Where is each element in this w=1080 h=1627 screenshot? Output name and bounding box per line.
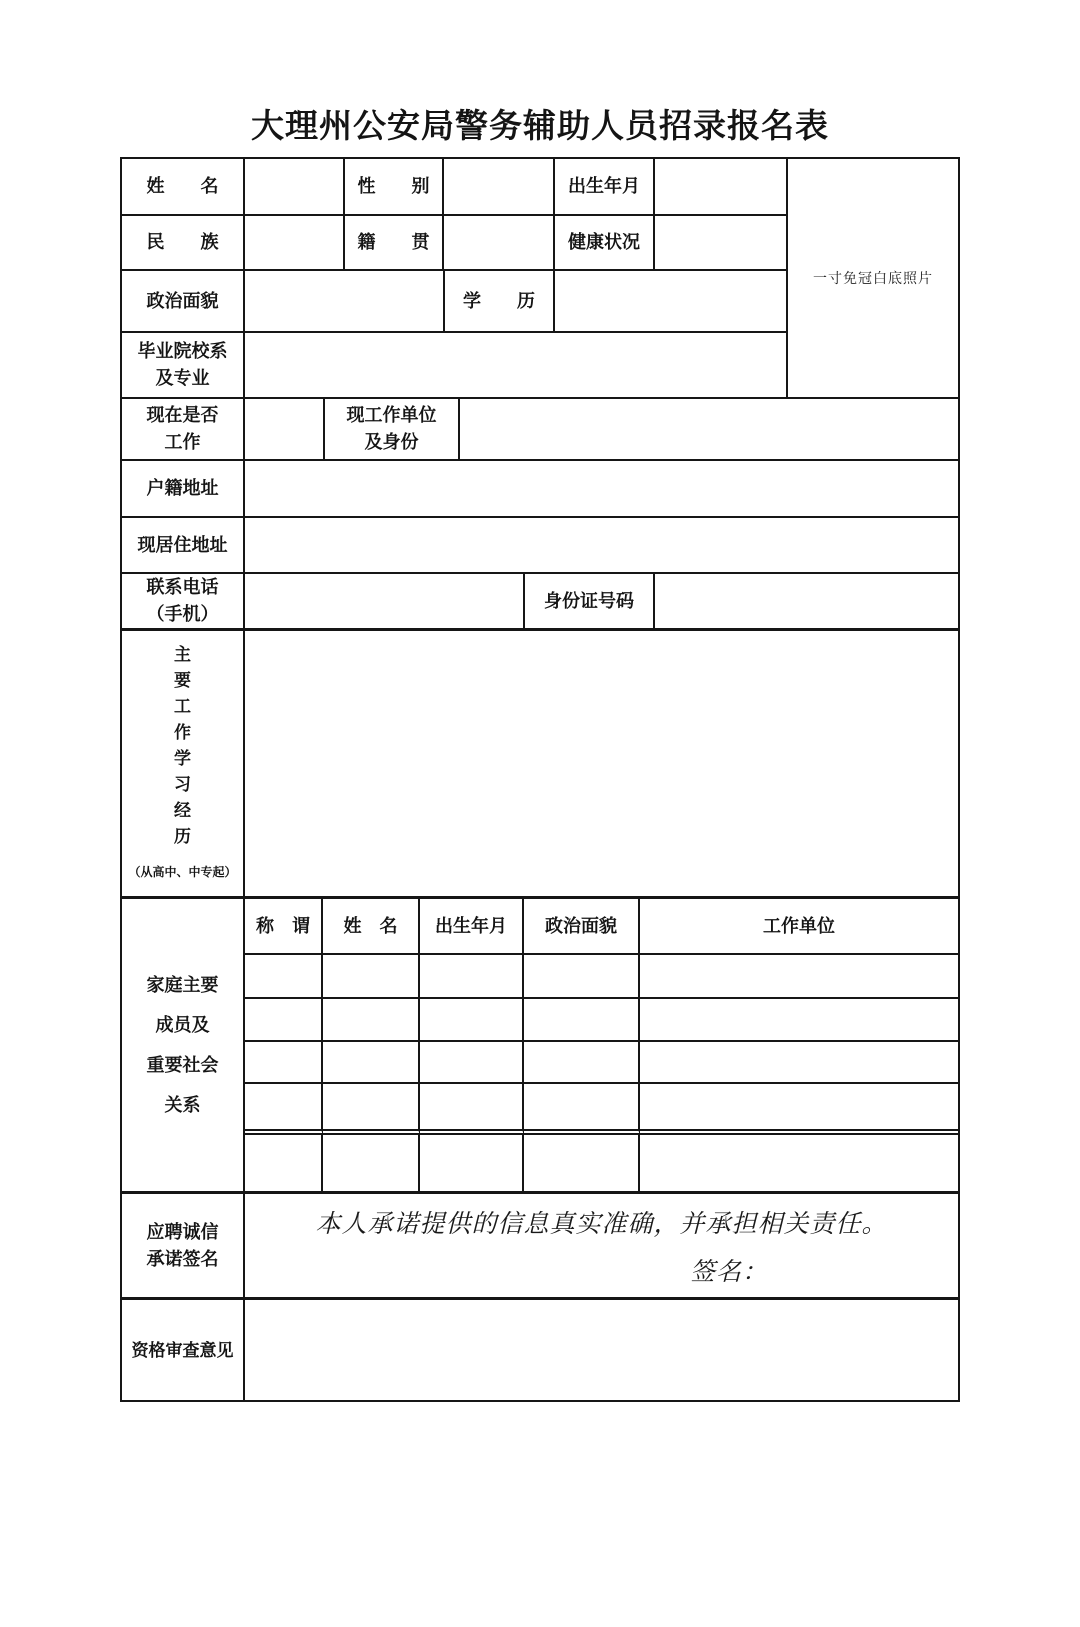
family-subtable: [245, 899, 958, 1194]
label-work-unit-line1: 现工作单位: [346, 405, 437, 425]
label-phone: [122, 574, 245, 631]
label-family-line1: 家庭主要: [146, 975, 219, 995]
row-experience: [122, 631, 958, 899]
label-commitment-line1: 应聘诚信: [146, 1221, 219, 1242]
family-row: [245, 999, 958, 1042]
family-header-political: 政治面貌: [524, 899, 640, 955]
experience-char: 习: [174, 774, 191, 794]
family-cell-political[interactable]: [524, 1135, 640, 1194]
signature-label: 签名：: [690, 1258, 769, 1286]
experience-char: 学: [174, 748, 191, 768]
label-gender: 性 别: [345, 159, 444, 216]
family-cell-birth[interactable]: [420, 999, 524, 1042]
label-review: 资格审查意见: [122, 1300, 245, 1400]
row-residence: [122, 518, 958, 574]
experience-char: 主: [174, 644, 191, 664]
label-school: [122, 333, 245, 399]
label-native-place: 籍 贯: [345, 216, 444, 271]
row-phone-id: [122, 574, 958, 631]
label-school-line1: 毕业院校系: [137, 341, 228, 361]
experience-char: 要: [174, 670, 191, 690]
label-work-unit-line2: 及身份: [364, 432, 419, 452]
family-cell-name[interactable]: [323, 955, 420, 999]
family-cell-birth[interactable]: [420, 1042, 524, 1084]
label-is-working-line1: 现在是否: [146, 405, 219, 425]
family-header-row: [245, 899, 958, 955]
label-current-address: 现居住地址: [122, 518, 245, 574]
label-family: [122, 899, 245, 1194]
label-commitment-line2: 承诺签名: [146, 1248, 219, 1269]
label-birth-date: 出生年月: [555, 159, 655, 216]
input-native-place[interactable]: [444, 216, 555, 271]
row-commitment: [122, 1194, 958, 1300]
input-review[interactable]: [245, 1300, 958, 1400]
family-cell-political[interactable]: [524, 999, 640, 1042]
input-education[interactable]: [555, 271, 788, 333]
label-phone-line2: （手机）: [146, 604, 219, 624]
label-name: 姓 名: [122, 159, 245, 216]
commitment-cell[interactable]: [245, 1194, 958, 1300]
family-header-birth: 出生年月: [420, 899, 524, 955]
family-row: [245, 1042, 958, 1084]
label-experience: [122, 631, 245, 899]
family-cell-birth[interactable]: [420, 955, 524, 999]
label-family-line4: 关系: [164, 1095, 201, 1115]
input-school[interactable]: [245, 333, 788, 399]
input-gender[interactable]: [444, 159, 555, 216]
family-header-relation: 称 谓: [245, 899, 323, 955]
photo-cell[interactable]: [788, 159, 958, 399]
experience-char: 工: [174, 696, 191, 716]
label-education: 学 历: [445, 271, 555, 333]
label-commitment: [122, 1194, 245, 1300]
family-row: [245, 1135, 958, 1194]
form-title: 大理州公安局警务辅助人员招录报名表: [251, 107, 829, 144]
label-id-number: 身份证号码: [525, 574, 655, 631]
family-cell-workunit[interactable]: [640, 955, 958, 999]
family-header-workunit: 工作单位: [640, 899, 958, 955]
row-hukou: [122, 461, 958, 518]
family-section: [122, 899, 958, 1194]
row-working: [122, 399, 958, 461]
label-work-unit: [325, 399, 460, 461]
family-row: [245, 955, 958, 999]
input-ethnicity[interactable]: [245, 216, 345, 271]
commitment-statement: 本人承诺提供的信息真实准确，并承担相关责任。: [315, 1210, 888, 1238]
label-is-working: [122, 399, 245, 461]
family-cell-relation[interactable]: [245, 955, 323, 999]
label-family-line2: 成员及: [155, 1015, 210, 1035]
label-family-line3: 重要社会: [146, 1055, 219, 1075]
input-phone[interactable]: [245, 574, 525, 631]
family-cell-name[interactable]: [323, 999, 420, 1042]
family-cell-name[interactable]: [323, 1135, 420, 1194]
label-is-working-line2: 工作: [164, 432, 201, 452]
input-birth-date[interactable]: [655, 159, 788, 216]
family-cell-name[interactable]: [323, 1084, 420, 1135]
input-hukou-address[interactable]: [245, 461, 958, 518]
input-current-address[interactable]: [245, 518, 958, 574]
input-experience[interactable]: [245, 631, 958, 899]
family-cell-workunit[interactable]: [640, 1042, 958, 1084]
application-form-table: [120, 157, 960, 1402]
label-phone-line1: 联系电话: [146, 577, 219, 597]
family-cell-name[interactable]: [323, 1042, 420, 1084]
experience-char: 历: [174, 826, 191, 846]
family-row: [245, 1084, 958, 1135]
experience-char: 作: [174, 722, 191, 742]
label-school-line2: 及专业: [155, 368, 210, 388]
row-review: [122, 1300, 958, 1400]
family-cell-relation[interactable]: [245, 1135, 323, 1194]
family-cell-birth[interactable]: [420, 1135, 524, 1194]
input-work-unit[interactable]: [460, 399, 958, 461]
family-cell-workunit[interactable]: [640, 999, 958, 1042]
label-political-status: 政治面貌: [122, 271, 245, 333]
family-cell-relation[interactable]: [245, 1084, 323, 1135]
family-cell-political[interactable]: [524, 1084, 640, 1135]
family-cell-political[interactable]: [524, 1042, 640, 1084]
family-header-name: 姓 名: [323, 899, 420, 955]
input-name[interactable]: [245, 159, 345, 216]
family-cell-relation[interactable]: [245, 1042, 323, 1084]
experience-char: 经: [174, 800, 191, 820]
family-cell-workunit[interactable]: [640, 1135, 958, 1194]
family-cell-political[interactable]: [524, 955, 640, 999]
input-id-number[interactable]: [655, 574, 958, 631]
family-cell-birth[interactable]: [420, 1084, 524, 1135]
input-health[interactable]: [655, 216, 788, 271]
label-experience-vertical: [174, 642, 191, 850]
input-is-working[interactable]: [245, 399, 325, 461]
experience-note: （从高中、中专起）: [128, 864, 237, 879]
label-ethnicity: 民 族: [122, 216, 245, 271]
family-cell-workunit[interactable]: [640, 1084, 958, 1135]
label-health: 健康状况: [555, 216, 655, 271]
photo-placeholder-label: 一寸免冠白底照片: [813, 272, 933, 287]
label-hukou-address: 户籍地址: [122, 461, 245, 518]
family-cell-relation[interactable]: [245, 999, 323, 1042]
input-political-status[interactable]: [245, 271, 445, 333]
